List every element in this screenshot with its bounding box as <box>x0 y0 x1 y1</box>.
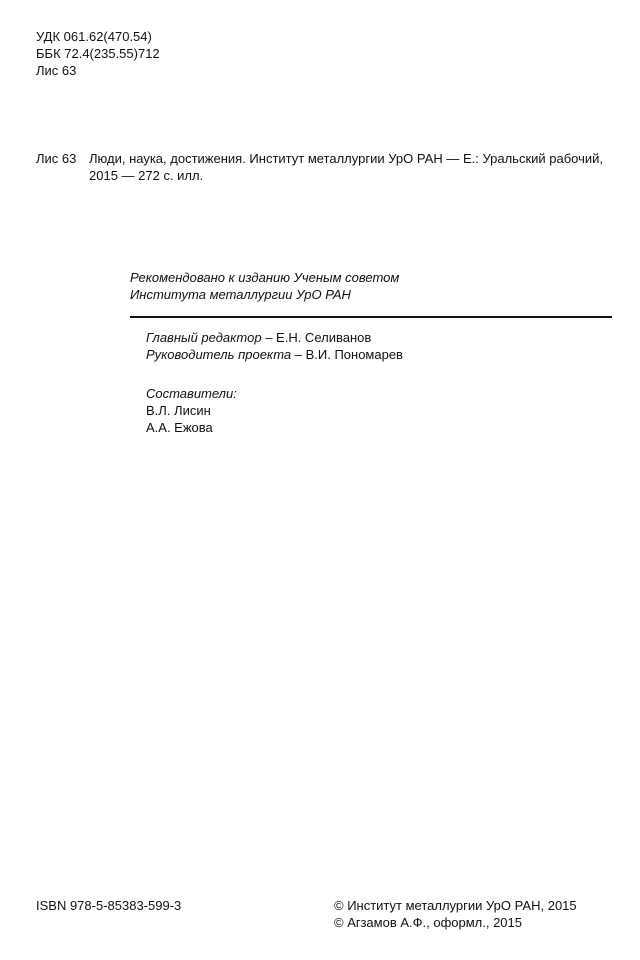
recommendation-note <box>130 269 399 303</box>
project-lead-name: – В.И. Пономарев <box>291 347 403 362</box>
copyright-designer: © Агзамов А.Ф., оформл., 2015 <box>334 915 522 930</box>
udk-code: УДК 061.62(470.54) <box>36 29 152 44</box>
compilers-block <box>146 385 237 436</box>
bibliographic-code: Лис 63 <box>36 151 77 166</box>
project-lead-line <box>146 346 403 363</box>
bibliographic-description <box>89 150 603 184</box>
compiler-name: А.А. Ежова <box>146 420 213 435</box>
chief-editor-name: – Е.Н. Селиванов <box>261 330 372 345</box>
author-mark: Лис 63 <box>36 63 77 78</box>
chief-editor-role: Главный редактор <box>146 330 262 345</box>
divider-line <box>130 316 612 318</box>
compiler-name: В.Л. Лисин <box>146 403 211 418</box>
classification-block <box>36 28 160 79</box>
bbk-code: ББК 72.4(235.55)712 <box>36 46 160 61</box>
recommendation-line-2: Института металлургии УрО РАН <box>130 287 351 302</box>
compilers-heading: Составители: <box>146 386 237 401</box>
copyright-institute: © Институт металлургии УрО РАН, 2015 <box>334 898 577 913</box>
chief-editor-line <box>146 329 403 346</box>
copyright-block <box>334 897 577 931</box>
bibliographic-line-1: Люди, наука, достижения. Институт металлургии УрО РАН — Е.: Уральский рабочий, <box>89 151 604 166</box>
editors-block <box>146 329 403 363</box>
project-lead-role: Руководитель проекта <box>146 347 292 362</box>
bibliographic-line-2: 2015 — 272 с. илл. <box>89 168 204 183</box>
recommendation-line-1: Рекомендовано к изданию Ученым советом <box>130 270 400 285</box>
isbn: ISBN 978-5-85383-599-3 <box>36 898 182 913</box>
